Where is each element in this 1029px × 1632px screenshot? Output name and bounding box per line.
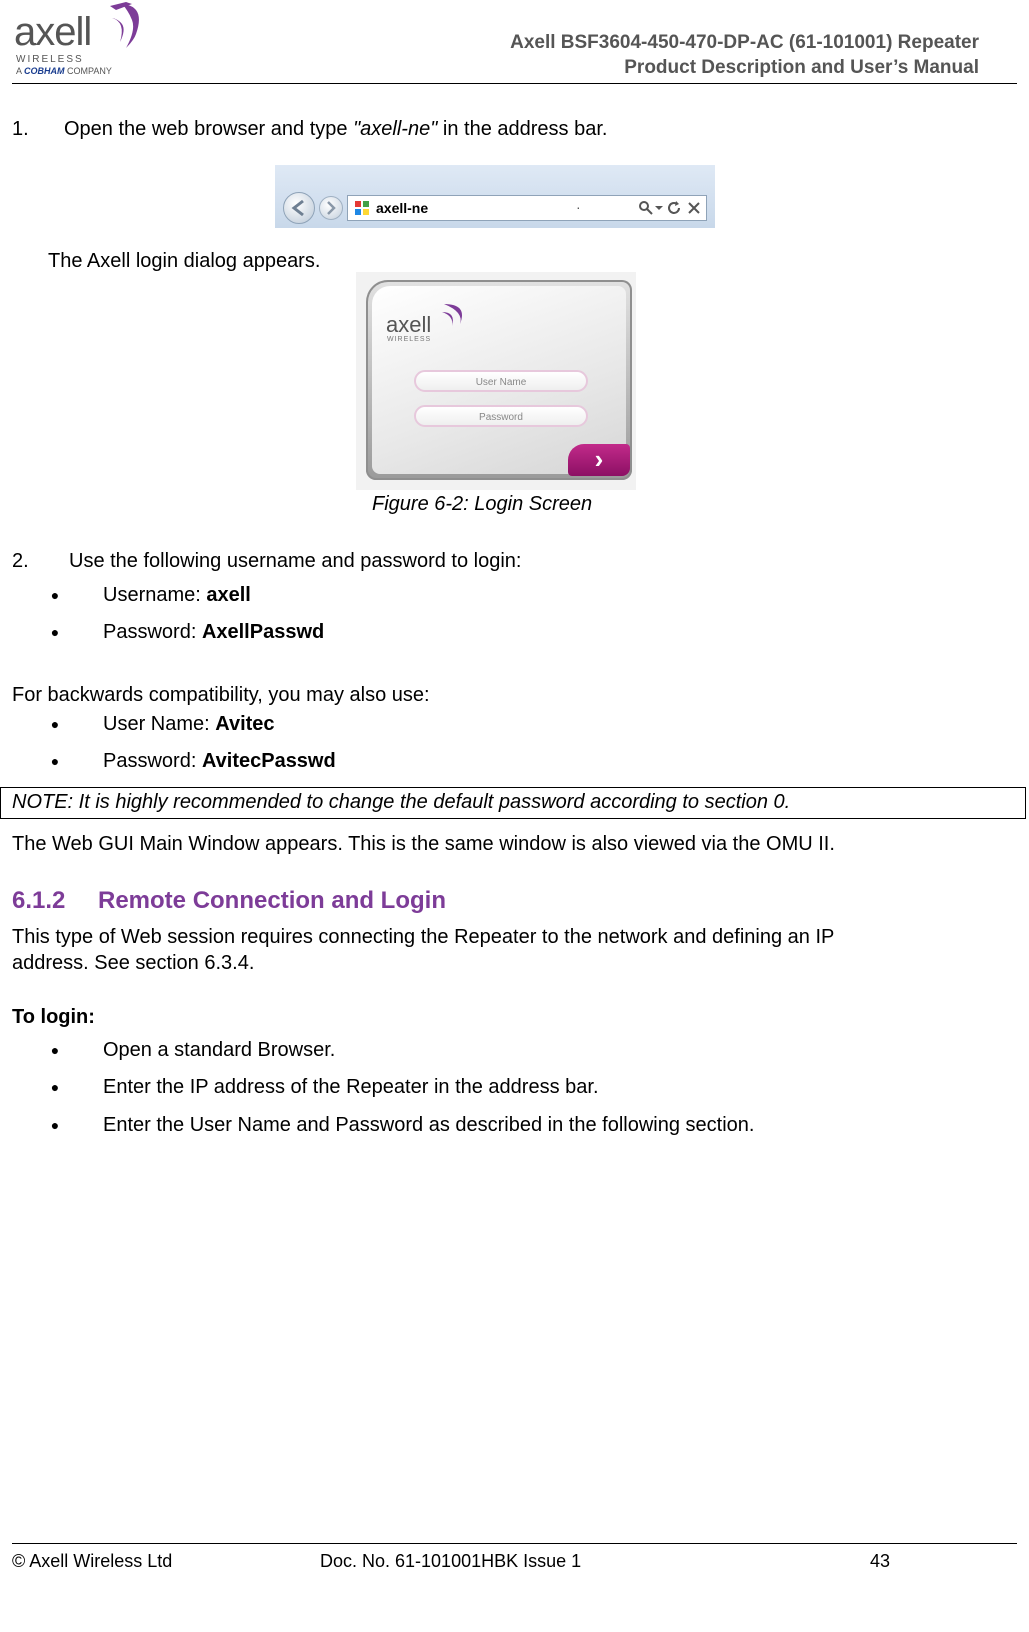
to-login-heading: To login: — [12, 1006, 95, 1028]
header-title-line1: Axell BSF3604-450-470-DP-AC (61-101001) Repeater — [510, 32, 979, 53]
password-input[interactable] — [414, 405, 588, 427]
compat-username-label: User Name: — [103, 713, 210, 735]
section-title: Remote Connection and Login — [98, 887, 446, 914]
step1-text — [64, 117, 607, 141]
compat-password-label: Password: — [103, 750, 197, 772]
step1-number: 1. — [12, 118, 29, 140]
compat-username-value: Avitec — [215, 713, 275, 735]
login-step-2: Enter the IP address of the Repeater in the address bar. — [103, 1076, 599, 1098]
bullet-icon: ● — [50, 1079, 60, 1095]
password-placeholder: Password — [479, 412, 523, 423]
forward-button[interactable] — [319, 196, 343, 220]
forward-arrow-icon — [320, 197, 342, 219]
section-number: 6.1.2 — [12, 887, 66, 914]
address-field[interactable] — [347, 195, 707, 221]
username-placeholder: User Name — [475, 377, 527, 388]
figure-caption: Figure 6-2: Login Screen — [372, 493, 593, 515]
logo-tagline-prefix: A — [16, 66, 22, 76]
stop-icon[interactable] — [686, 200, 702, 216]
step1-text-after: in the address bar. — [442, 118, 608, 140]
login-submit-button[interactable] — [568, 444, 630, 476]
address-dot: · — [576, 199, 581, 215]
header-title-line2: Product Description and User’s Manual — [624, 57, 979, 78]
step1-emphasis: "axell-ne" — [353, 118, 438, 140]
search-icon[interactable] — [638, 200, 654, 216]
address-url: axell-ne — [376, 200, 429, 216]
bullet-icon: ● — [50, 716, 60, 732]
compat-password-value: AvitecPasswd — [201, 750, 336, 772]
footer-copyright: © Axell Wireless Ltd — [12, 1551, 173, 1571]
section-para-line2: address. See section 6.3.4. — [12, 952, 255, 974]
dropdown-arrow-icon[interactable] — [654, 200, 664, 216]
login-logo-sub: WIRELESS — [387, 336, 432, 343]
bullet-icon: ● — [50, 1042, 60, 1058]
bullet-icon: ● — [50, 1117, 60, 1133]
logo-brand: axell — [14, 10, 92, 54]
credential-username-label: Username: — [103, 584, 201, 606]
bullet-icon: ● — [50, 624, 60, 640]
compat-intro: For backwards compatibility, you may also use: — [12, 684, 430, 706]
login-logo-brand: axell — [386, 312, 432, 337]
logo-tagline-suffix: COMPANY — [67, 66, 112, 76]
bullet-icon: ● — [50, 753, 60, 769]
compat-password — [103, 749, 336, 773]
credential-username-value: axell — [206, 584, 251, 606]
refresh-icon[interactable] — [666, 200, 682, 216]
logo-sub: WIRELESS — [16, 54, 84, 65]
main-window-text: The Web GUI Main Window appears. This is the same window is also viewed via the OMU II. — [12, 833, 835, 855]
login-dialog-image — [356, 272, 636, 490]
step2-number: 2. — [12, 550, 29, 572]
footer-page-number: 43 — [870, 1551, 891, 1571]
header-logo — [14, 0, 149, 80]
login-logo-icon — [440, 300, 472, 330]
login-step-1: Open a standard Browser. — [103, 1039, 336, 1061]
credential-password — [103, 620, 324, 644]
footer-divider — [12, 1543, 1017, 1544]
credential-password-label: Password: — [103, 621, 197, 643]
chevron-right-icon: › — [594, 444, 604, 474]
back-arrow-icon — [284, 193, 314, 223]
note-text: NOTE: It is highly recommended to change the default password according to section 0. — [12, 791, 791, 813]
logo-tagline — [16, 66, 112, 77]
footer-doc-number: Doc. No. 61-101001HBK Issue 1 — [320, 1551, 582, 1571]
login-step-3: Enter the User Name and Password as described in the following section. — [103, 1114, 755, 1136]
login-appears-text: The Axell login dialog appears. — [48, 250, 321, 272]
credential-password-value: AxellPasswd — [201, 621, 325, 643]
site-favicon-icon — [354, 200, 370, 216]
section-para-line1: This type of Web session requires connecting the Repeater to the network and defining an IP — [12, 926, 835, 948]
compat-username — [103, 712, 275, 736]
credential-username — [103, 583, 251, 607]
step1-text-before: Open the web browser and type — [64, 118, 348, 140]
browser-address-bar — [275, 165, 715, 228]
back-button[interactable] — [283, 192, 315, 224]
step2-text: Use the following username and password to login: — [69, 550, 522, 572]
username-input[interactable] — [414, 370, 588, 392]
logo-tagline-brand: COBHAM — [24, 66, 65, 76]
bullet-icon: ● — [50, 587, 60, 603]
header-divider — [12, 83, 1017, 84]
